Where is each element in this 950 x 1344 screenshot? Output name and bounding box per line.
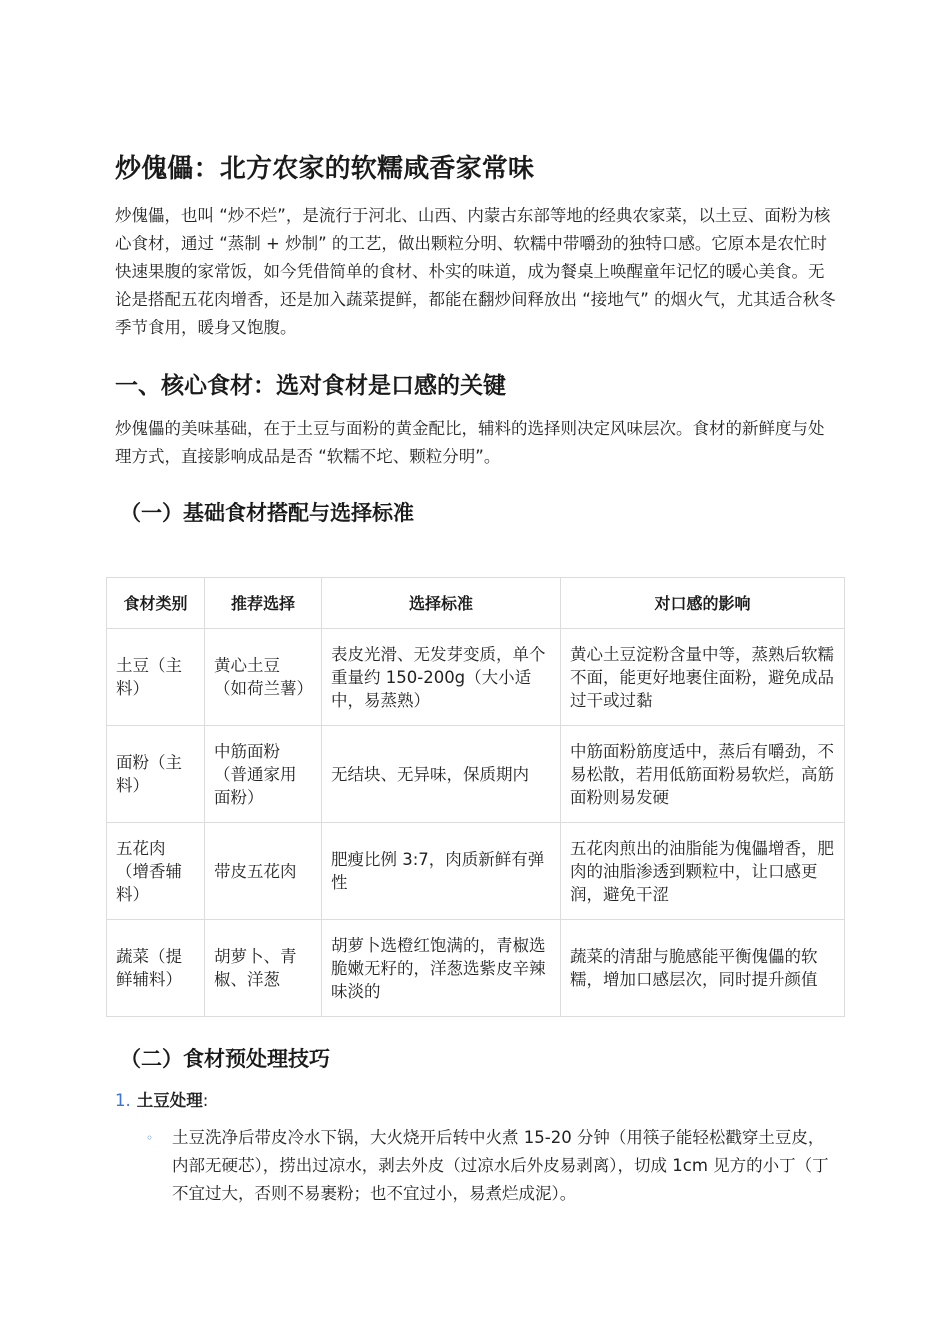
list-item-label: 土豆处理 xyxy=(136,1091,203,1110)
subsection-heading-preprocessing: （二）食材预处理技巧 xyxy=(120,1047,330,1071)
ingredients-table xyxy=(106,577,845,1017)
table-cell: 带皮五花肉 xyxy=(205,823,322,920)
list-item-colon: : xyxy=(202,1091,209,1110)
page-title: 炒傀儡：北方农家的软糯咸香家常味 xyxy=(115,154,535,184)
table-header-row xyxy=(107,578,845,629)
section-heading-ingredients: 一、核心食材：选对食材是口感的关键 xyxy=(115,373,506,399)
table-cell: 黄心土豆淀粉含量中等，蒸熟后软糯不面，能更好地裹住面粉，避免成品过干或过黏 xyxy=(561,629,845,726)
table-header-cell: 对口感的影响 xyxy=(561,578,845,629)
bullet-item-text: 土豆洗净后带皮冷水下锅，大火烧开后转中火煮 15-20 分钟（用筷子能轻松戳穿土豆皮，内部无硬芯），捞出过凉水，剥去外皮（过凉水后外皮易剥离），切成 1cm 见方的小丁（丁不宜过大，否则不易裹粉；也不宜过小，易煮烂成泥）。 xyxy=(172,1128,829,1203)
table-cell: 表皮光滑、无发芽变质，单个重量约 150-200g（大小适中，易蒸熟） xyxy=(322,629,561,726)
table-cell: 胡萝卜选橙红饱满的，青椒选脆嫩无籽的，洋葱选紫皮辛辣味淡的 xyxy=(322,920,561,1017)
table-row xyxy=(107,726,845,823)
hollow-bullet-icon: ◦ xyxy=(146,1131,154,1145)
table-cell: 肥瘦比例 3:7，肉质新鲜有弹性 xyxy=(322,823,561,920)
table-row xyxy=(107,920,845,1017)
intro-paragraph: 炒傀儡，也叫 “炒不烂”，是流行于河北、山西、内蒙古东部等地的经典农家菜，以土豆、面粉为核心食材，通过 “蒸制 + 炒制” 的工艺，做出颗粒分明、软糯中带嚼劲的独特口感。它原本是农忙时快速果腹的家常饭，如今凭借简单的食材、朴实的味道，成为餐桌上唤醒童年记忆的暖心美食。无论是搭配五花肉增香，还是加入蔬菜提鲜，都能在翻炒间释放出 “接地气” 的烟火气，尤其适合秋冬季节食用，暖身又饱腹。 xyxy=(115,206,836,337)
table-cell: 中筋面粉（普通家用面粉） xyxy=(205,726,322,823)
ordered-list-item xyxy=(115,1089,208,1113)
table-header-cell: 食材类别 xyxy=(107,578,205,629)
table-cell: 黄心土豆（如荷兰薯） xyxy=(205,629,322,726)
table-cell: 无结块、无异味，保质期内 xyxy=(322,726,561,823)
table-cell: 蔬菜的清甜与脆感能平衡傀儡的软糯，增加口感层次，同时提升颜值 xyxy=(561,920,845,1017)
table-cell: 中筋面粉筋度适中，蒸后有嚼劲，不易松散，若用低筋面粉易软烂，高筋面粉则易发硬 xyxy=(561,726,845,823)
table-cell: 蔬菜（提鲜辅料） xyxy=(107,920,205,1017)
table-row xyxy=(107,629,845,726)
table-row xyxy=(107,823,845,920)
section-paragraph: 炒傀儡的美味基础，在于土豆与面粉的黄金配比，辅料的选择则决定风味层次。食材的新鲜度与处理方式，直接影响成品是否 “软糯不坨、颗粒分明”。 xyxy=(115,419,825,466)
table-cell: 土豆（主料） xyxy=(107,629,205,726)
table-header-cell: 推荐选择 xyxy=(205,578,322,629)
subsection-heading-basic-ingredients: （一）基础食材搭配与选择标准 xyxy=(120,501,414,525)
table-header-cell: 选择标准 xyxy=(322,578,561,629)
table-cell: 胡萝卜、青椒、洋葱 xyxy=(205,920,322,1017)
table-cell: 五花肉（增香辅料） xyxy=(107,823,205,920)
table-cell: 五花肉煎出的油脂能为傀儡增香，肥肉的油脂渗透到颗粒中，让口感更润，避免干涩 xyxy=(561,823,845,920)
table-cell: 面粉（主料） xyxy=(107,726,205,823)
list-number: 1. xyxy=(115,1091,131,1110)
